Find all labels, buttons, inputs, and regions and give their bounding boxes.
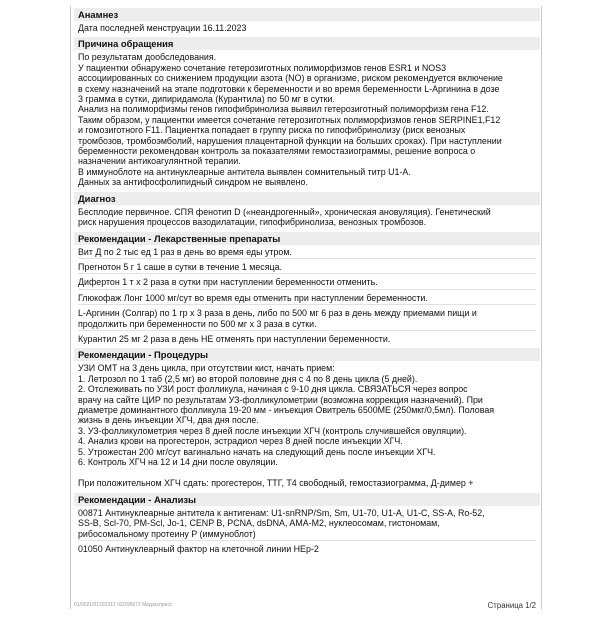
analyses-list bbox=[74, 508, 540, 555]
section-header-reason: Причина обращения bbox=[74, 37, 540, 50]
text-line: и гомозиготного F11. Пациентка попадает в группу риска по гипофибринолизу (риск венозных bbox=[78, 125, 466, 136]
section-header-drugs: Рекомендации - Лекарственные препараты bbox=[74, 232, 540, 245]
anamnesis-text bbox=[74, 23, 540, 33]
text-line: 01050 Антинуклеарный фактор на клеточной линии HEp-2 bbox=[78, 544, 319, 555]
section-header-anamnesis: Анамнез bbox=[74, 8, 540, 21]
procedures-text bbox=[74, 363, 540, 488]
footer-codes: 01/0021/01202312 02/295672 Медэкспресс bbox=[74, 602, 173, 608]
text-line: Данных за антифосфолипидный синдром не выявлено. bbox=[78, 177, 308, 188]
text-line: назначении антикоагулянтной терапии. bbox=[78, 156, 241, 167]
text-line: При положительном ХГЧ сдать: прогестерон, ТТГ, Т4 свободный, гемостазиограмма, Д-димер + bbox=[78, 478, 474, 489]
text-line: 3 грамма в сутки, дипиридамола (Курантила) по 50 мг в сутки. bbox=[78, 94, 335, 105]
text-line: жизнь в день инъекции ХГЧ, два дня после. bbox=[78, 415, 259, 426]
text-line: рибосомальному протеину P (иммуноблот) bbox=[78, 528, 256, 539]
list-item bbox=[78, 544, 536, 554]
page-number: Страница 1/2 bbox=[487, 601, 536, 610]
text-line: Глюкофаж Лонг 1000 мг/сут во время еды отменить при наступлении беременности. bbox=[78, 292, 428, 303]
text-line: Вит Д по 2 тыс ед 1 раз в день во время еды утром. bbox=[78, 246, 292, 257]
text-line: Анализ на полиморфизмы генов гипофибринолиза выявил гетерозиготный полиморфизм гена F12. bbox=[78, 104, 489, 115]
page-footer bbox=[74, 600, 536, 612]
text-line: беременности рекомендован контроль за показателями гемостазиограммы, решение вопроса о bbox=[78, 146, 476, 157]
text-line: В иммуноблоте на антинуклеарные антитела выявлен сомнительный титр U1-A. bbox=[78, 166, 411, 177]
text-line: 6. Контроль ХГЧ на 12 и 14 дни после овуляции. bbox=[78, 457, 278, 467]
drugs-list bbox=[74, 247, 540, 345]
diagnosis-text bbox=[74, 207, 540, 228]
list-item bbox=[78, 262, 536, 272]
text-line: тромбозов, тромбоэмболий, нарушения плацентарной функции на больших сроках). При наступлении bbox=[78, 135, 502, 146]
document-content bbox=[74, 8, 540, 554]
text-line: По результатам дообследования. bbox=[78, 52, 217, 63]
text-line: 3. УЗ-фолликулометрия через 8 дней после инъекции ХГЧ (контроль случившейся овуляции). bbox=[78, 425, 467, 436]
text-line: 4. Анализ крови на прогестерон, эстрадиол через 8 дней после инъекции ХГЧ. bbox=[78, 436, 403, 447]
section-header-diagnosis: Диагноз bbox=[74, 192, 540, 205]
text-line: L-Аргинин (Солгар) по 1 гр х 3 раза в день, либо по 500 мг 6 раз в день между приемами пищи и bbox=[78, 308, 477, 319]
list-item bbox=[78, 293, 536, 303]
text-line: продолжить при беременности по 500 мг х 3 раза в сутки. bbox=[78, 318, 317, 329]
text-line: Прегнотон 5 г 1 саше в сутки в течение 1 месяца. bbox=[78, 261, 282, 272]
text-line: УЗИ ОМТ на 3 день цикла, при отсутствии кист, начать прием: bbox=[78, 363, 335, 374]
list-item bbox=[78, 308, 536, 329]
text-line: Курантил 25 мг 2 раза в день НЕ отменять при наступлении беременности. bbox=[78, 333, 391, 344]
text-line: ассоциированных со снижением продукции азота (NO) в организме, риском рекомендуется включение bbox=[78, 73, 503, 84]
text-line: 5. Утрожестан 200 мг/сут вагинально начать на следующий день после инъекции ХГЧ. bbox=[78, 446, 436, 457]
text-line: У пациентки обнаружено сочетание гетерозиготных полиморфизмов генов ESR1 и NOS3 bbox=[78, 62, 447, 73]
list-item bbox=[78, 334, 536, 344]
text-line: Таким образом, у пациентки имеется сочетание гетерозиготных полиморфизмов генов SERPINE1,F12 bbox=[78, 114, 501, 125]
text-line: SS-B, Scl-70, PM-Scl, Jo-1, CENP B, PCNA, dsDNA, AMA-M2, нуклеосомам, гистономам, bbox=[78, 518, 440, 529]
text-line: диаметре доминантного фолликула 19-20 мм - инъекция Овитрель 6500МЕ (250мкг/0,5мл). Половая bbox=[78, 404, 495, 415]
section-header-analyses: Рекомендации - Анализы bbox=[74, 493, 540, 506]
text-line: в схему назначений на этапе подготовки к беременности и во время беременности L-Аргинина в дозе bbox=[78, 83, 500, 94]
reason-text bbox=[74, 52, 540, 187]
list-item bbox=[78, 247, 536, 257]
text-line: риск нарушения процессов вазодилатации, гипофибринолиза, венозных тромбозов. bbox=[78, 217, 427, 228]
text-line: 00871 Антинуклеарные антитела к антигенам: U1-snRNP/Sm, Sm, U1-70, U1-A, U1-C, SS-A, Ro-52, bbox=[78, 507, 485, 518]
text-line: 2. Отслеживать по УЗИ рост фолликула, начиная с 9-10 дня цикла. СВЯЗАТЬСЯ через вопрос bbox=[78, 384, 468, 395]
text-line: врачу на сайте ЦИР по результатам УЗ-фолликулометрии (возможна коррекция назначений). При bbox=[78, 394, 483, 405]
section-header-procedures: Рекомендации - Процедуры bbox=[74, 348, 540, 361]
list-item bbox=[78, 277, 536, 287]
text-line: Дата последней менструации 16.11.2023 bbox=[78, 23, 247, 33]
text-line: Бесплодие первичное. СПЯ фенотип D («неандрогенный», хроническая ановуляция). Генетический bbox=[78, 206, 491, 217]
list-item bbox=[78, 508, 536, 539]
text-line: Дифертон 1 т х 2 раза в сутки при наступлении беременности отменить. bbox=[78, 277, 378, 288]
text-line: 1. Летрозол по 1 таб (2,5 мг) во второй половине дня с 4 по 8 день цикла (5 дней). bbox=[78, 373, 418, 384]
